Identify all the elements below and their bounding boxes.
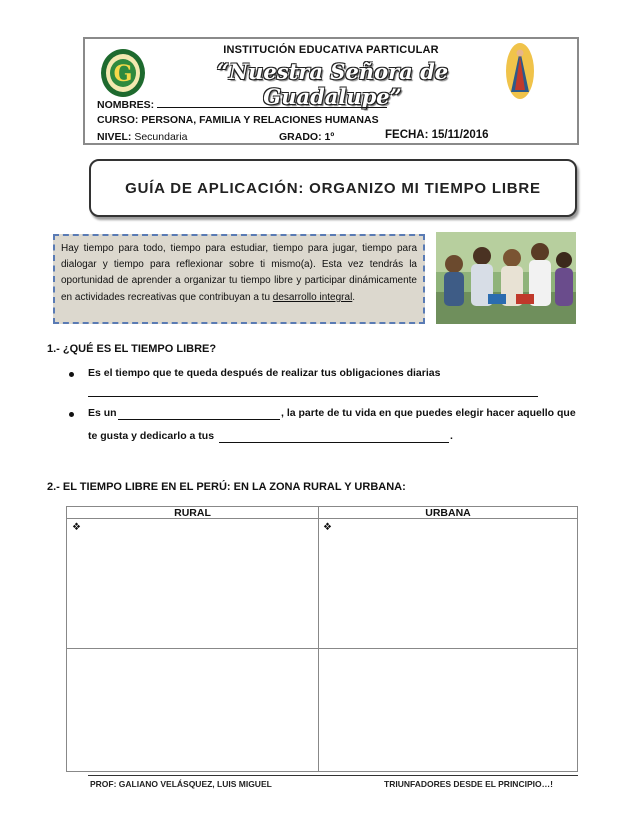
section1-heading: 1.- ¿QUÉ ES EL TIEMPO LIBRE? bbox=[47, 343, 217, 355]
section1-bullet2-b: , la parte de tu vida en que puedes elegir hacer aquello que bbox=[281, 407, 576, 419]
nombres-label: NOMBRES: bbox=[97, 99, 155, 111]
answer-blank-3[interactable] bbox=[219, 441, 449, 443]
diamond-bullet-icon: ❖ bbox=[72, 522, 81, 533]
nivel-value: Secundaria bbox=[134, 131, 188, 143]
fecha-label: FECHA: 15/11/2016 bbox=[385, 129, 489, 141]
title-box bbox=[89, 159, 577, 217]
section1-bullet2-a: Es un bbox=[88, 407, 117, 419]
grado-label: GRADO: 1º bbox=[279, 131, 335, 143]
section1-bullet2-end: . bbox=[450, 430, 453, 442]
bullet-dot bbox=[69, 372, 74, 377]
institution-label: INSTITUCIÓN EDUCATIVA PARTICULAR bbox=[223, 44, 439, 56]
diamond-bullet-icon: ❖ bbox=[323, 522, 332, 533]
bullet-dot bbox=[69, 412, 74, 417]
school-name: “Nuestra Señora de Guadalupe” bbox=[216, 59, 449, 109]
logo-letter: G bbox=[113, 61, 133, 87]
curso-value: PERSONA, FAMILIA Y RELACIONES HUMANAS bbox=[141, 114, 379, 126]
virgin-image bbox=[505, 42, 535, 100]
nombres-row bbox=[97, 98, 387, 111]
students-photo bbox=[436, 232, 576, 324]
footer-left: PROF: GALIANO VELÁSQUEZ, LUIS MIGUEL bbox=[90, 779, 272, 789]
curso-row bbox=[97, 114, 379, 126]
section2-heading: 2.- EL TIEMPO LIBRE EN EL PERÚ: EN LA ZONA RURAL Y URBANA: bbox=[47, 481, 406, 493]
table-row-divider bbox=[67, 648, 577, 649]
intro-text: Hay tiempo para todo, tiempo para estudiar, tiempo para jugar, tiempo para dialogar y tiempo para reflexionar sobre ti mismo(a). Esta vez tendrás la oportunidad de aprender a organizar tu tiempo libre y participar dinámicamente en actividades recreativas que contribuyan a tu bbox=[61, 243, 417, 303]
rural-urbana-table bbox=[66, 506, 578, 772]
document-header bbox=[83, 37, 579, 145]
table-divider bbox=[318, 507, 319, 771]
table-header-rural: RURAL bbox=[67, 507, 318, 519]
intro-underlined: desarrollo integral bbox=[272, 291, 353, 303]
intro-box bbox=[53, 234, 425, 324]
footer-right: TRIUNFADORES DESDE EL PRINCIPIO…! bbox=[384, 779, 553, 789]
section1-bullet2-c: te gusta y dedicarlo a tus bbox=[88, 430, 215, 442]
nivel-label: NIVEL: bbox=[97, 131, 132, 143]
intro-end: . bbox=[352, 291, 356, 303]
table-header-urbana: URBANA bbox=[319, 507, 577, 519]
curso-label: CURSO: bbox=[97, 114, 139, 126]
page-title: GUÍA DE APLICACIÓN: ORGANIZO MI TIEMPO LIBRE bbox=[125, 180, 541, 197]
section1-bullet1: Es el tiempo que te queda después de realizar tus obligaciones diarias bbox=[88, 367, 441, 379]
nombres-blank[interactable] bbox=[157, 98, 387, 108]
answer-blank-1[interactable] bbox=[88, 395, 538, 397]
footer-line bbox=[88, 775, 578, 776]
answer-blank-2[interactable] bbox=[118, 418, 280, 420]
nivel-row bbox=[97, 131, 187, 143]
